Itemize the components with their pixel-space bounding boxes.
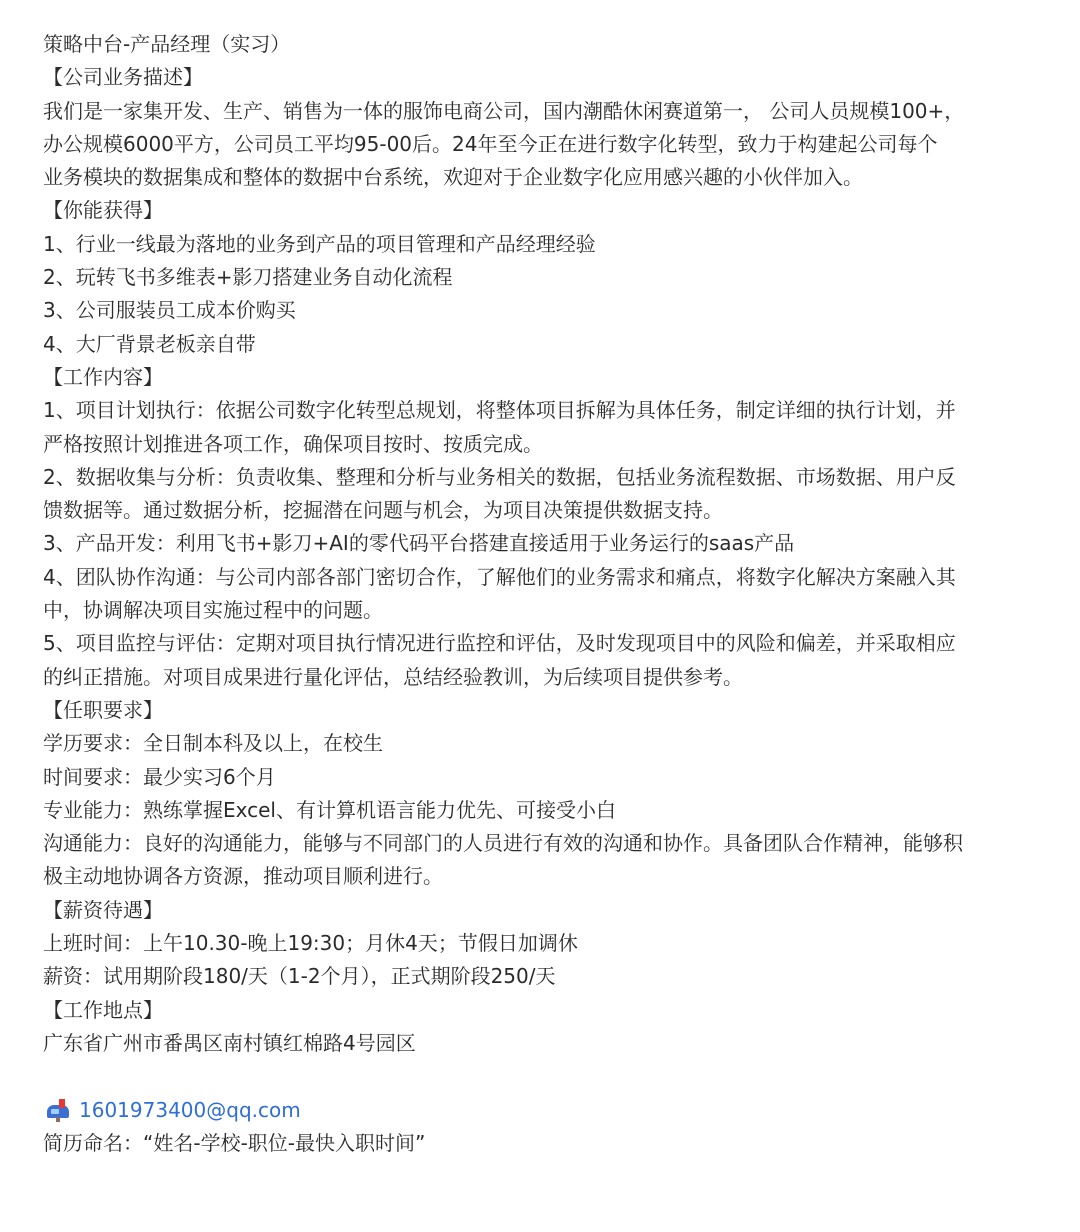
section-heading-location: 【工作地点】 [43,997,163,1022]
benefit-item: 2、玩转飞书多维表+影刀搭建业务自动化流程 [43,265,453,290]
company-desc-line: 办公规模6000平方，公司员工平均95-00后。24年至今正在进行数字化转型，致力于构建起公司每个 [43,131,938,156]
duty-line: 中，协调解决项目实施过程中的问题。 [43,598,383,623]
job-title: 策略中台-产品经理（实习） [43,32,291,56]
email-link[interactable]: 1601973400@qq.com [79,1097,301,1122]
section-heading-company: 【公司业务描述】 [43,65,203,90]
contact-email-row [43,1094,1043,1127]
requirement-line: 时间要求：最少实习6个月 [43,764,276,789]
duty-line: 5、项目监控与评估：定期对项目执行情况进行监控和评估，及时发现项目中的风险和偏差，并采取相应 [43,631,956,656]
blank-line [43,1060,1043,1093]
duty-line: 1、项目计划执行：依据公司数字化转型总规划，将整体项目拆解为具体任务，制定详细的执行计划，并 [43,398,956,423]
requirement-line: 沟通能力：良好的沟通能力，能够与不同部门的人员进行有效的沟通和协作。具备团队合作精神，能够积 [43,831,963,856]
job-post [43,28,1043,1160]
duty-line: 4、团队协作沟通：与公司内部各部门密切合作，了解他们的业务需求和痛点，将数字化解决方案融入其 [43,564,956,589]
duty-line: 馈数据等。通过数据分析，挖掘潜在问题与机会，为项目决策提供数据支持。 [43,498,723,523]
location-line: 广东省广州市番禺区南村镇红棉路4号园区 [43,1030,416,1055]
pay-line: 上班时间：上午10.30-晚上19:30；月休4天；节假日加调休 [43,931,578,956]
company-desc-line: 业务模块的数据集成和整体的数据中台系统，欢迎对于企业数字化应用感兴趣的小伙伴加入。 [43,165,863,190]
duty-line: 的纠正措施。对项目成果进行量化评估，总结经验教训，为后续项目提供参考。 [43,664,743,689]
section-heading-pay: 【薪资待遇】 [43,897,163,922]
pay-line: 薪资：试用期阶段180/天（1-2个月），正式期阶段250/天 [43,964,556,989]
benefit-item: 4、大厂背景老板亲自带 [43,331,256,356]
requirement-line: 极主动地协调各方资源，推动项目顺利进行。 [43,864,443,889]
section-heading-requirements: 【任职要求】 [43,697,163,722]
section-heading-benefits: 【你能获得】 [43,198,163,223]
benefit-item: 3、公司服装员工成本价购买 [43,298,296,323]
benefit-item: 1、行业一线最为落地的业务到产品的项目管理和产品经理经验 [43,231,596,256]
duty-line: 2、数据收集与分析：负责收集、整理和分析与业务相关的数据，包括业务流程数据、市场数据、用户反 [43,464,956,489]
mailbox-icon [45,1098,71,1122]
duty-line: 3、产品开发：利用飞书+影刀+AI的零代码平台搭建直接适用于业务运行的saas产品 [43,531,795,556]
requirement-line: 专业能力：熟练掌握Excel、有计算机语言能力优先、可接受小白 [43,797,616,822]
requirement-line: 学历要求：全日制本科及以上，在校生 [43,731,383,756]
resume-naming-note: 简历命名：“姓名-学校-职位-最快入职时间” [43,1130,426,1155]
duty-line: 严格按照计划推进各项工作，确保项目按时、按质完成。 [43,431,543,456]
section-heading-duties: 【工作内容】 [43,364,163,389]
company-desc-line: 我们是一家集开发、生产、销售为一体的服饰电商公司，国内潮酷休闲赛道第一， 公司人员规模100+， [43,98,965,123]
